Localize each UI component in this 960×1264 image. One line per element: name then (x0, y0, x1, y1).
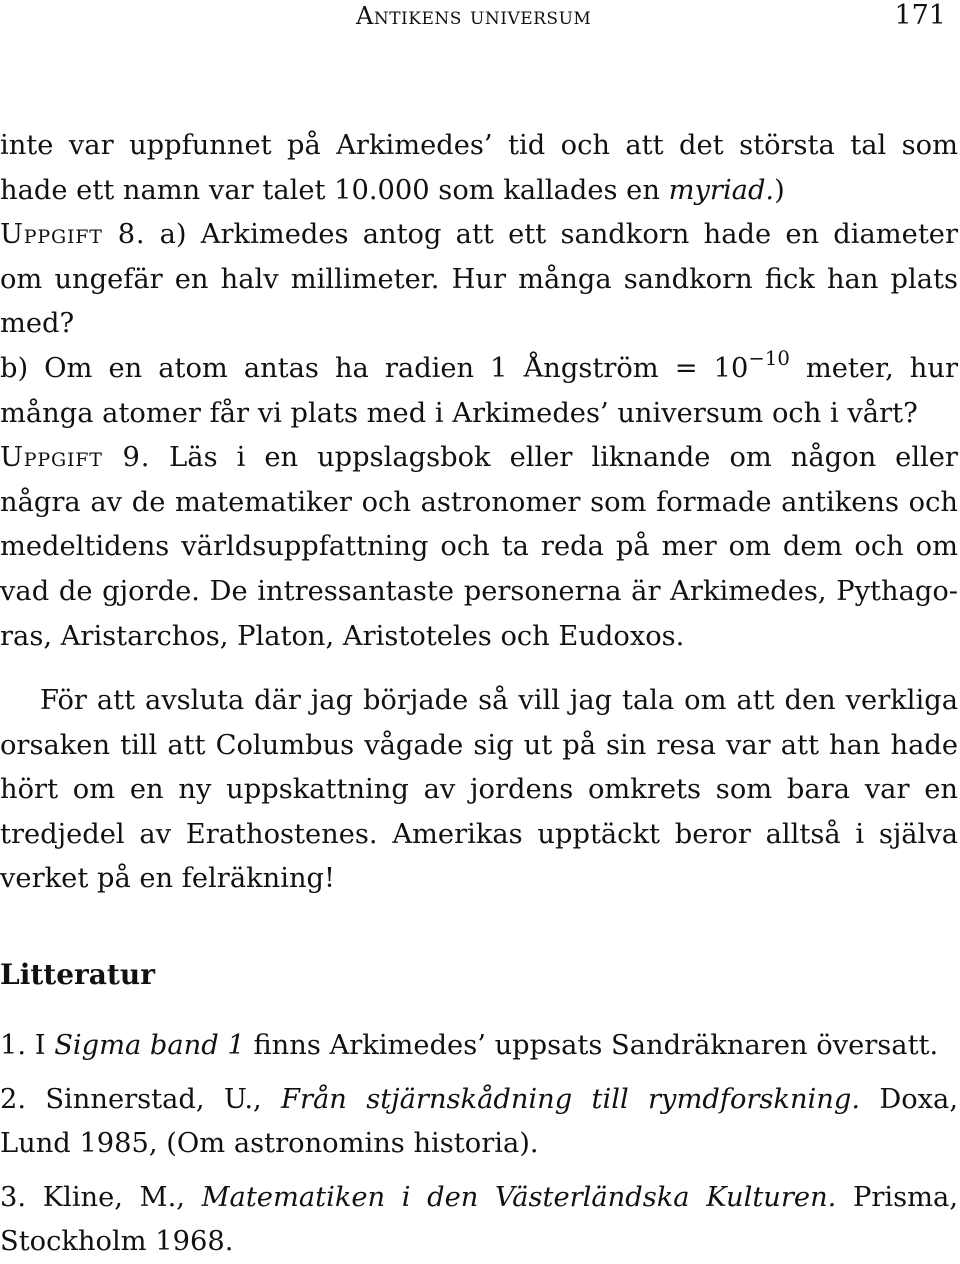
text-line: Uppgift 8. a) Arkimedes antog att ett sandkorn hade en diameter (0, 219, 958, 251)
exercise-label: Uppgift 9. (0, 442, 151, 474)
text-line: vad de gjorde. De intressantaste personerna är Arkimedes, Pythago- (0, 575, 958, 607)
text-line: inte var uppfunnet på Arkimedes’ tid och att det största tal som (0, 130, 958, 161)
reference-item: 2. Sinnerstad, U., Från stjärnskådning till rymdforskning. Doxa, Lund 1985, (Om astronomins historia). (0, 1084, 958, 1159)
text-line: några av de matematiker och astronomer som formade antikens och (0, 486, 958, 518)
text-line: verket på en felräkning! (0, 863, 335, 895)
emphasis: Sigma band 1 (54, 1030, 245, 1061)
text-line: med? (0, 308, 75, 340)
emphasis: Från stjärnskådning till rymdforskning. (281, 1084, 861, 1115)
text-line: ras, Aristarchos, Platon, Aristoteles och Eudoxos. (0, 620, 685, 652)
page-number: 171 (894, 0, 946, 31)
reference-item: 3. Kline, M., Matematiken i den Västerländska Kulturen. Prisma, Stockholm 1968. (0, 1182, 958, 1257)
section-heading: Litteratur (0, 958, 155, 991)
reference-item: 1. I Sigma band 1 finns Arkimedes’ uppsats Sandräknaren översatt. (0, 1030, 939, 1061)
body-paragraph-2 (0, 679, 958, 902)
text-line: Uppgift 9. Läs i en uppslagsbok eller liknande om någon eller (0, 442, 958, 474)
running-title: Antikens universum (356, 2, 592, 30)
text-line: många atomer får vi plats med i Arkimedes’ universum och i vårt? (0, 397, 918, 429)
exponent: −10 (748, 346, 790, 370)
text-line: medeltidens världsuppfattning och ta reda på mer om dem och om (0, 531, 958, 563)
emphasis: myriad. (668, 174, 775, 206)
exercise-label: Uppgift 8. (0, 219, 146, 251)
text-line: hade ett namn var talet 10.000 som kallades en myriad.) (0, 174, 785, 206)
emphasis: Matematiken i den Västerländska Kulturen. (201, 1182, 837, 1213)
text-line: om ungefär en halv millimeter. Hur många sandkorn fick han plats (0, 263, 958, 295)
body-paragraph-1 (0, 124, 958, 659)
reference-list (0, 1024, 958, 1264)
text-line: hört om en ny uppskattning av jordens omkrets som bara var en (0, 774, 958, 806)
text-line: tredjedel av Erathostenes. Amerikas upptäckt beror alltså i själva (0, 818, 958, 850)
text-line: För att avsluta där jag började så vill jag tala om att den verkliga (40, 685, 958, 716)
running-header (0, 0, 960, 40)
text-line: b) Om en atom antas ha radien 1 Ångström = $10^{-10}$ meter, hur (0, 346, 959, 384)
text-line: orsaken till att Columbus vågade sig ut på sin resa var att han hade (0, 729, 958, 761)
